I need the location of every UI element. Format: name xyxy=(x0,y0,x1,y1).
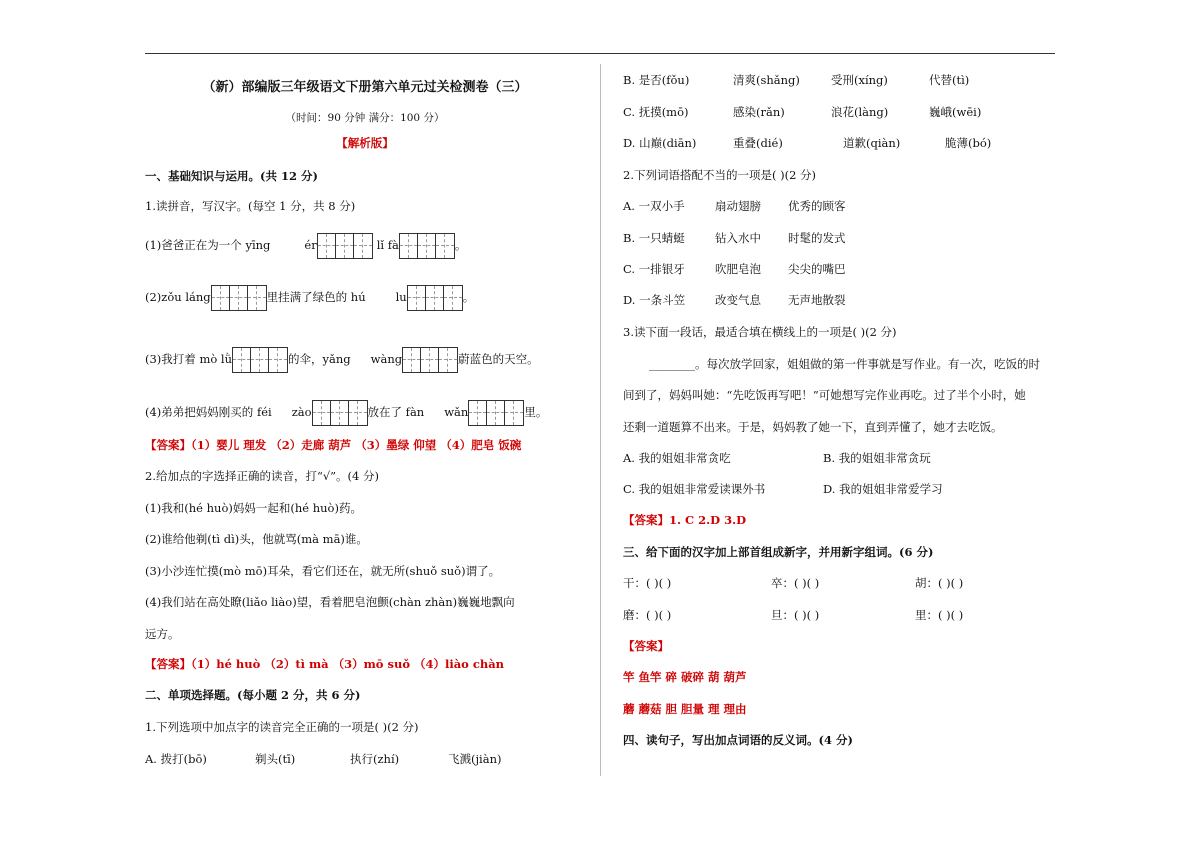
edition-label: 【解析版】 xyxy=(336,136,394,150)
section-3-answer-label: 【答案】 xyxy=(623,639,669,653)
q5-option-a: A. 我的姐姐非常贪吃 xyxy=(623,451,731,465)
q5-option-d: D. 我的姐姐非常爱学习 xyxy=(823,482,943,496)
q1-1-text-a: (1)爸爸正在为一个 yīng xyxy=(145,238,271,252)
q1-answer: 【答案】（1）婴儿 理发 （2）走廊 葫芦 （3）墨绿 仰望 （4）肥皂 饭碗 xyxy=(145,438,522,452)
q1-item-3: (3)我打着 mò lǜ 的伞，yǎng wàng 蔚蓝色的天空。 xyxy=(145,344,539,374)
q2-item-4-cont: 远方。 xyxy=(145,627,180,641)
q5-option-c: C. 我的姐姐非常爱读课外书 xyxy=(623,482,766,496)
q5-stem: 3.读下面一段话，最适合填在横线上的一项是( )(2 分) xyxy=(623,325,897,339)
q5-option-b: B. 我的姐姐非常贪玩 xyxy=(823,451,931,465)
q1-item-1: (1)爸爸正在为一个 yīng ér lǐ fà 。 xyxy=(145,230,466,260)
section-2-answer: 【答案】1. C 2.D 3.D xyxy=(623,513,747,527)
q1-item-4: (4)弟弟把妈妈刚买的 féi zào 放在了 fàn wǎn 里。 xyxy=(145,397,547,427)
char-grid[interactable] xyxy=(402,347,458,373)
q1-1-text-c: lǐ fà xyxy=(376,238,399,252)
section-2-heading: 二、单项选择题。(每小题 2 分，共 6 分) xyxy=(145,688,361,702)
q2-answer: 【答案】（1）hé huò （2）tì mà （3）mō suǒ （4）liào chàn xyxy=(145,657,505,671)
q5-passage-line-2: 间到了，妈妈叫她：“先吃饭再写吧！”可她想写完作业再吃。过了半个小时，她 xyxy=(623,388,1026,402)
q2-stem: 2.给加点的字选择正确的读音，打“√”。(4 分) xyxy=(145,469,380,483)
char-grid[interactable] xyxy=(232,347,288,373)
char-grid[interactable] xyxy=(317,233,373,259)
section-3-heading: 三、给下面的汉字加上部首组成新字，并用新字组词。(6 分) xyxy=(623,545,934,559)
q2-item-1: (1)我和(hé huò)妈妈一起和(hé huò)药。 xyxy=(145,501,362,515)
char-grid[interactable] xyxy=(468,400,524,426)
q1-1-text-b: ér xyxy=(304,238,317,252)
char-grid[interactable] xyxy=(312,400,368,426)
q5-passage-line-3: 还剩一道题算不出来。于是，妈妈教了她一下，直到弄懂了，她才去吃饭。 xyxy=(623,420,1003,434)
char-grid[interactable] xyxy=(399,233,455,259)
char-grid[interactable] xyxy=(211,285,267,311)
page-title: （新）部编版三年级语文下册第六单元过关检测卷（三） xyxy=(202,80,528,95)
q4-stem: 2.下列词语搭配不当的一项是( )(2 分) xyxy=(623,168,817,182)
q1-stem: 1.读拼音，写汉字。(每空 1 分，共 8 分) xyxy=(145,199,356,213)
q2-item-3: (3)小沙连忙摸(mò mō)耳朵，看它们还在，就无所(shuǒ suǒ)谓了。 xyxy=(145,564,501,578)
q5-passage-line-1: ________。每次放学回家，姐姐做的第一件事就是写作业。有一次，吃饭的时 xyxy=(649,357,1040,371)
q3-stem: 1.下列选项中加点字的读音完全正确的一项是( )(2 分) xyxy=(145,720,419,734)
exam-info: （时间：90 分钟 满分：100 分） xyxy=(285,112,445,124)
section-1-heading: 一、基础知识与运用。(共 12 分) xyxy=(145,169,318,183)
top-rule xyxy=(145,53,1055,54)
column-divider xyxy=(600,64,601,776)
char-grid[interactable] xyxy=(407,285,463,311)
section-3-answer-2: 蘑 蘑菇 胆 胆量 理 理由 xyxy=(623,702,747,716)
section-3-answer-1: 竿 鱼竿 碎 破碎 葫 葫芦 xyxy=(623,670,747,684)
q1-item-2: (2)zǒu láng 里挂满了绿色的 hú lu 。 xyxy=(145,282,474,312)
q2-item-2: (2)谁给他剃(tì dì)头，他就骂(mà mā)谁。 xyxy=(145,532,368,546)
section-4-heading: 四、读句子，写出加点词语的反义词。(4 分) xyxy=(623,733,853,747)
q2-item-4: (4)我们站在高处瞭(liǎo liào)望，看着肥皂泡颤(chàn zhàn)巍巍地飘向 xyxy=(145,595,515,609)
